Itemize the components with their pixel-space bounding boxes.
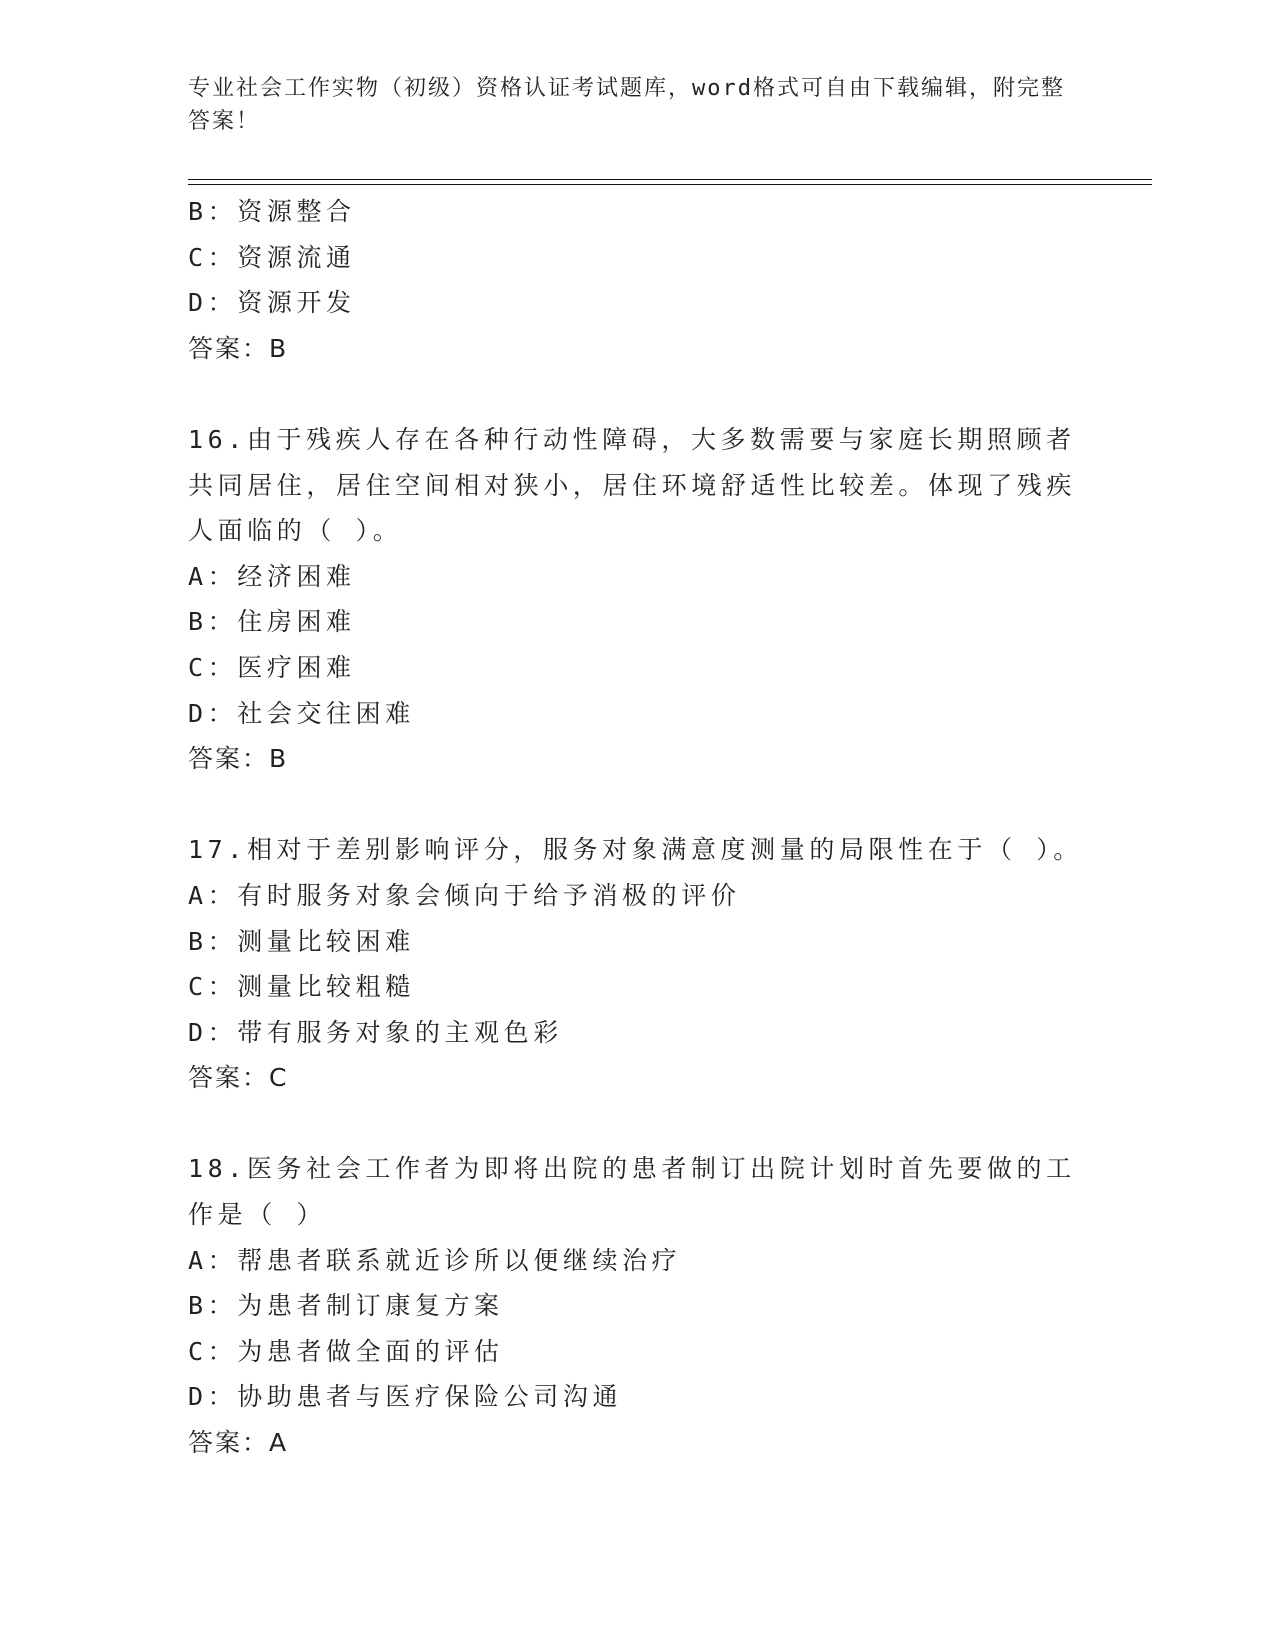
block-spacer — [188, 1101, 1088, 1147]
question-stem: 18.医务社会工作者为即将出院的患者制订出院计划时首先要做的工作是（ ） — [188, 1154, 1076, 1230]
option-b: B：资源整合 — [188, 197, 356, 226]
option-c: C：为患者做全面的评估 — [188, 1336, 504, 1366]
option-a: A：帮患者联系就近诊所以便继续治疗 — [188, 1245, 682, 1275]
option-c: C：医疗困难 — [188, 652, 356, 682]
question-block-16 — [188, 417, 1088, 782]
question-stem: 16.由于残疾人存在各种行动性障碍，大多数需要与家庭长期照顾者共同居住，居住空间相对狭小，居住环境舒适性比较差。体现了残疾人面临的（ ）。 — [188, 424, 1077, 546]
option-c: C：资源流通 — [188, 242, 356, 272]
option-b: B：住房困难 — [188, 607, 356, 637]
option-d: D：资源开发 — [188, 288, 356, 318]
answer-line: 答案：A — [188, 1428, 289, 1458]
option-b: B：为患者制订康复方案 — [188, 1291, 504, 1321]
option-d: D：协助患者与医疗保险公司沟通 — [188, 1382, 623, 1412]
question-block-17 — [188, 827, 1088, 1101]
header-rule-bottom — [188, 184, 1152, 185]
option-c: C：测量比较粗糙 — [188, 972, 415, 1002]
option-a: A：经济困难 — [188, 561, 356, 591]
question-stem: 17.相对于差别影响评分，服务对象满意度测量的局限性在于（ ）。 — [188, 835, 1083, 865]
page-header: 专业社会工作实物（初级）资格认证考试题库，word格式可自由下载编辑，附完整答案！ — [188, 76, 1065, 134]
option-d: D：带有服务对象的主观色彩 — [188, 1017, 563, 1047]
block-spacer — [188, 371, 1088, 417]
answer-line: 答案：B — [188, 333, 289, 363]
question-block-18 — [188, 1146, 1088, 1465]
question-list — [188, 189, 1088, 1466]
question-block-15 — [188, 189, 1088, 371]
option-b: B：测量比较困难 — [188, 926, 415, 956]
block-spacer — [188, 782, 1088, 828]
option-a: A：有时服务对象会倾向于给予消极的评价 — [188, 880, 741, 910]
answer-line: 答案：B — [188, 744, 289, 774]
answer-line: 答案：C — [188, 1063, 289, 1093]
option-d: D：社会交往困难 — [188, 698, 415, 728]
header-rule-top — [188, 179, 1152, 180]
